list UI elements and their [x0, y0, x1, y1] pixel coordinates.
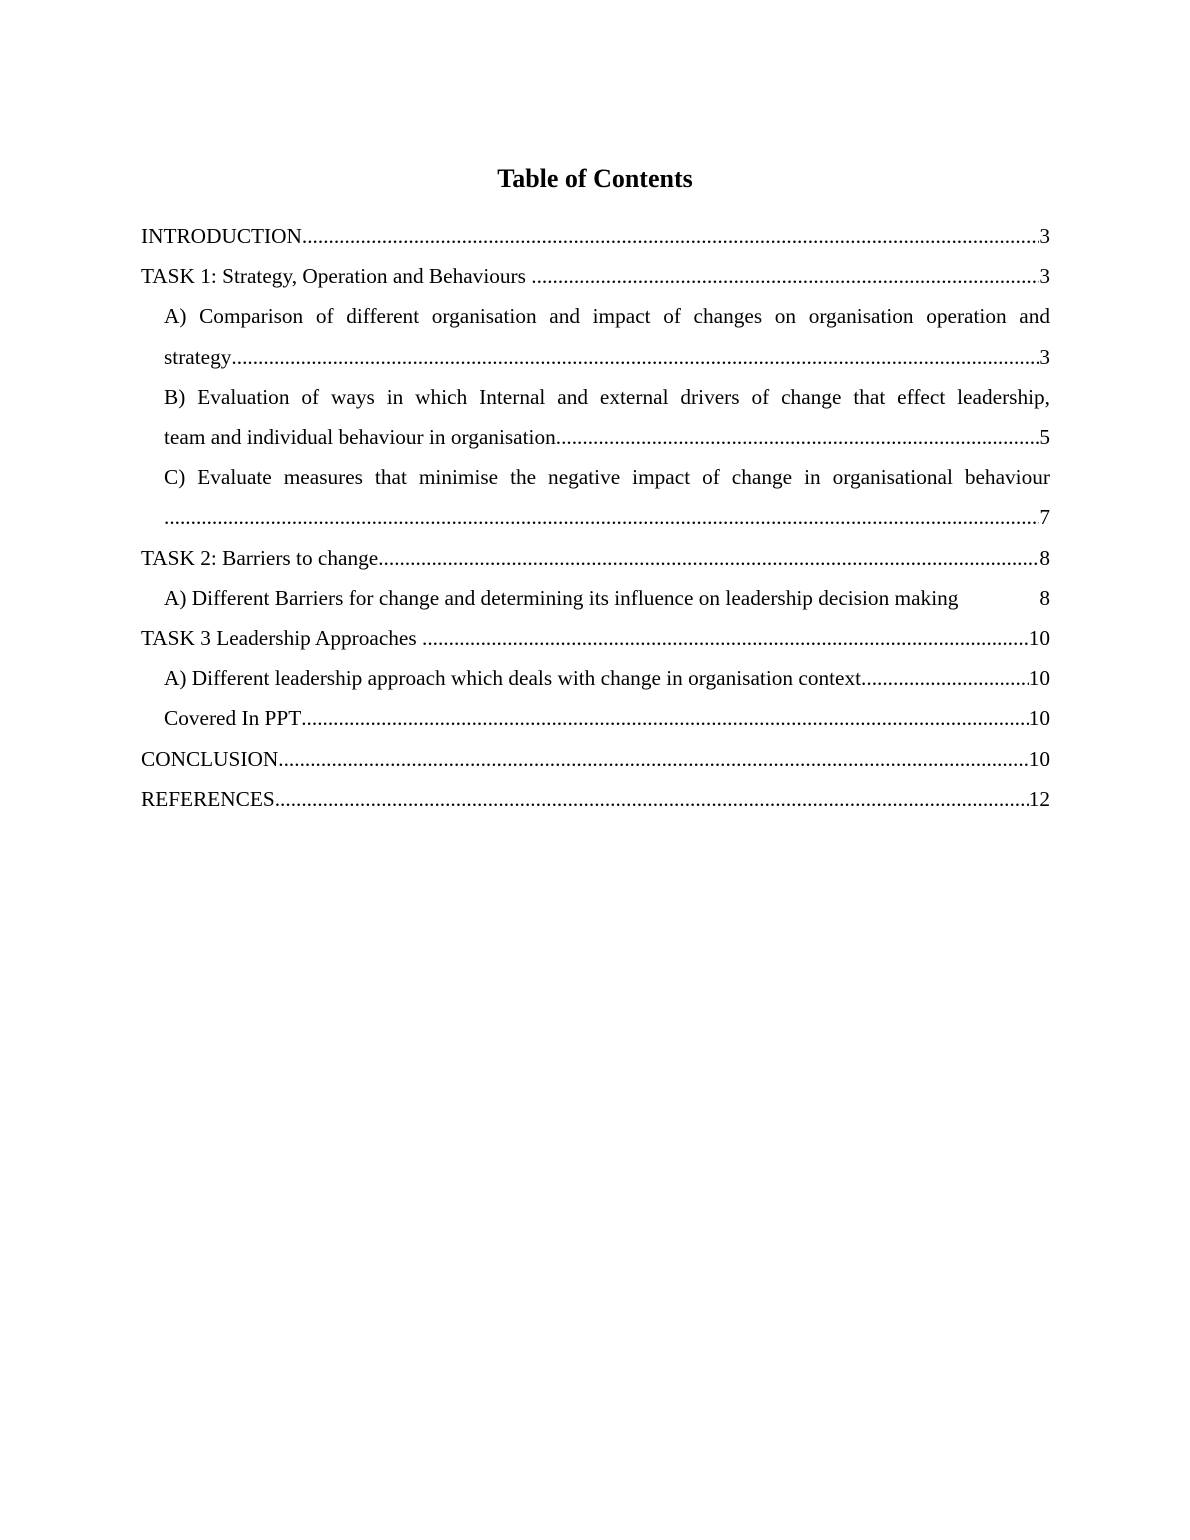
toc-entry-covered-in-ppt[interactable] — [141, 698, 1050, 738]
dot-leader — [301, 698, 1028, 738]
dot-leader — [278, 739, 1028, 779]
toc-entry-label-line-1: C) Evaluate measures that minimise the negative impact of change in organisational behaviour — [164, 465, 1050, 490]
dot-leader — [275, 779, 1029, 819]
toc-entry-label: REFERENCES — [141, 786, 275, 811]
dot-leader — [531, 256, 1039, 296]
toc-entry-label: INTRODUCTION — [141, 224, 302, 248]
toc-entry-introduction[interactable] — [141, 216, 1050, 256]
toc-entry-label-line-2: strategy — [164, 344, 232, 369]
dot-leader — [378, 538, 1039, 578]
toc-entry-page: 12 — [1028, 786, 1050, 811]
toc-entry-page: 10 — [1028, 666, 1050, 691]
toc-entry-page: 3 — [1039, 224, 1050, 248]
toc-title: Table of Contents — [497, 164, 693, 193]
toc-entry-label-line-2: team and individual behaviour in organisation — [164, 425, 556, 450]
toc-entry-page: 10 — [1028, 746, 1050, 771]
toc-entry-page: 7 — [1039, 505, 1050, 530]
toc-entry-label: TASK 3 Leadership Approaches — [141, 626, 422, 651]
toc-entry-label-line-1: A) Comparison of different organisation and impact of changes on organisation operation and — [164, 304, 1050, 329]
toc-entry-task-1-a[interactable] — [141, 296, 1050, 376]
toc-entry-page: 3 — [1039, 344, 1050, 369]
toc-entry-label: TASK 2: Barriers to change — [141, 545, 379, 570]
toc-entry-label: Covered In PPT — [164, 706, 302, 731]
toc-entry-task-1-c[interactable] — [141, 457, 1050, 537]
dot-leader — [861, 658, 1029, 698]
toc-entry-label: A) Different leadership approach which deals with change in organisation context — [164, 666, 862, 691]
toc-entry-page: 10 — [1028, 706, 1050, 731]
toc-entry-label-line-1: B) Evaluation of ways in which Internal and external drivers of change that effect leadership, — [164, 384, 1050, 409]
toc-entry-task-1-b[interactable] — [141, 377, 1050, 457]
toc-entry-task-3[interactable] — [141, 618, 1050, 658]
toc-entry-label: TASK 1: Strategy, Operation and Behaviours — [141, 264, 532, 289]
toc-entry-task-2-a[interactable] — [141, 578, 1050, 618]
toc-entry-page: 8 — [1039, 545, 1050, 570]
toc-entry-references[interactable] — [141, 779, 1050, 819]
dot-leader — [231, 337, 1039, 377]
toc-entry-label: CONCLUSION — [141, 746, 279, 771]
toc-entry-task-2[interactable] — [141, 538, 1050, 578]
toc-entry-conclusion[interactable] — [141, 739, 1050, 779]
toc-entry-page: 10 — [1028, 626, 1050, 651]
dot-leader — [422, 618, 1029, 658]
toc-entry-task-1[interactable] — [141, 256, 1050, 296]
dot-leader — [302, 216, 1039, 256]
toc-entry-label: A) Different Barriers for change and determining its influence on leadership decision making — [164, 585, 959, 610]
toc-entry-task-3-a[interactable] — [141, 658, 1050, 698]
toc-entry-page: 3 — [1039, 264, 1050, 289]
toc-entry-page: 5 — [1039, 425, 1050, 450]
dot-leader — [556, 417, 1040, 457]
dot-leader — [164, 497, 1039, 537]
toc-list — [141, 216, 1050, 819]
toc-entry-page: 8 — [1039, 585, 1050, 610]
